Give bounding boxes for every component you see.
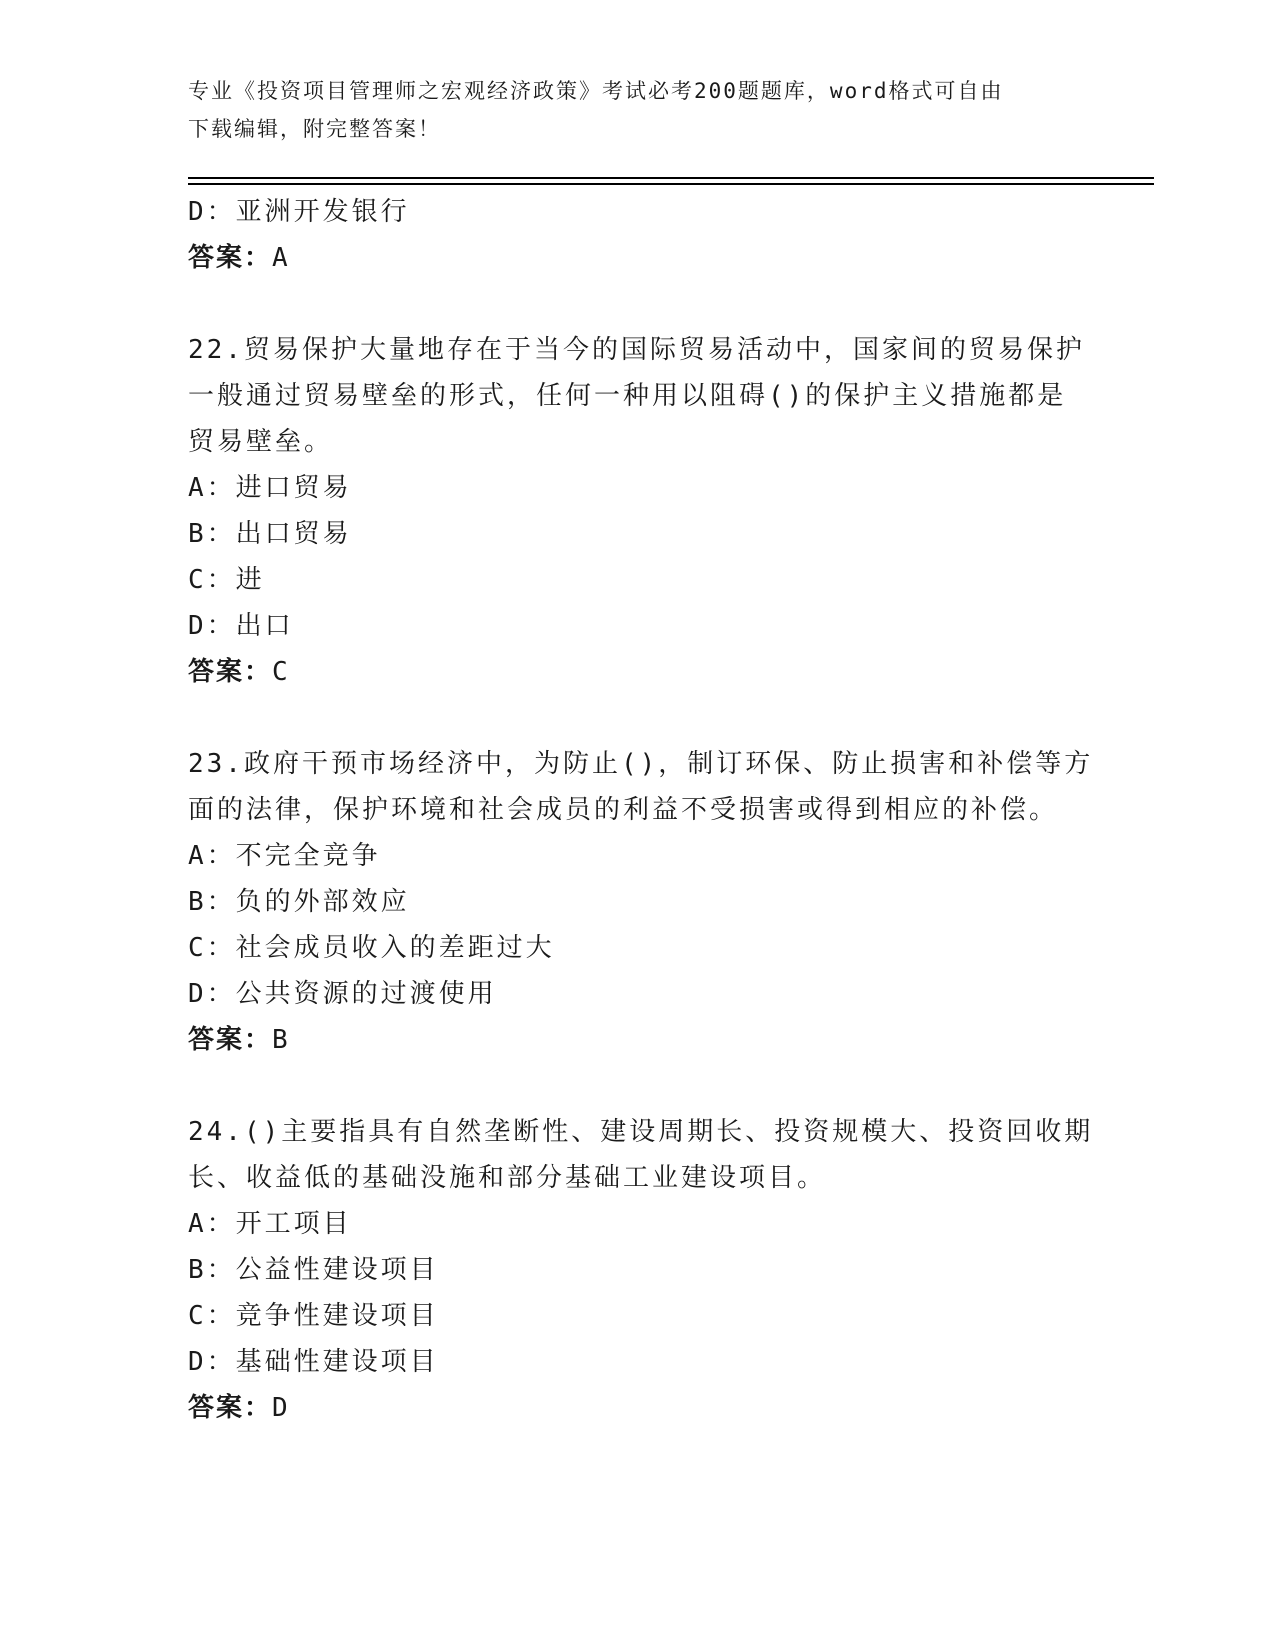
option-c: C：竞争性建设项目 [188,1301,439,1331]
answer-line [188,235,1088,281]
carryover-block [188,189,1088,281]
answer-label: 答案： [188,1393,273,1423]
question-stem-line: 面的法律，保护环境和社会成员的利益不受损害或得到相应的补偿。 [188,795,1059,825]
question-stem-line: 一般通过贸易壁垒的形式，任何一种用以阻碍()的保护主义措施都是 [188,381,1067,411]
option-c: C：进 [188,565,265,595]
answer-value: C [272,657,290,687]
option-d: D：公共资源的过渡使用 [188,979,497,1009]
answer-line [188,1017,1088,1063]
document-header [188,72,1068,148]
option-c: C：社会成员收入的差距过大 [188,933,555,963]
option-d: D：基础性建设项目 [188,1347,439,1377]
question-content [188,189,1094,1431]
question-stem-line: 贸易壁垒。 [188,427,334,457]
question-22 [188,327,1088,695]
question-stem-line: 23.政府干预市场经济中，为防止()，制订环保、防止损害和补偿等方 [188,749,1094,779]
question-24 [188,1109,1094,1431]
option-d: D：出口 [188,611,294,641]
option-a: A：进口贸易 [188,473,352,503]
question-stem-line: 24.()主要指具有自然垄断性、建设周期长、投资规模大、投资回收期 [188,1117,1094,1147]
option-b: B：负的外部效应 [188,887,410,917]
answer-label: 答案： [188,657,273,687]
answer-line [188,1385,1088,1431]
option-a: A：不完全竞争 [188,841,381,871]
answer-value: D [272,1393,290,1423]
answer-value: A [272,243,290,273]
question-stem-line: 22.贸易保护大量地存在于当今的国际贸易活动中，国家间的贸易保护 [188,335,1085,365]
answer-label: 答案： [188,243,273,273]
question-stem-line: 长、收益低的基础没施和部分基础工业建设项目。 [188,1163,827,1193]
answer-label: 答案： [188,1025,273,1055]
header-divider-top [188,177,1154,179]
option-a: A：开工项目 [188,1209,352,1239]
option-b: B：出口贸易 [188,519,352,549]
header-line-1: 专业《投资项目管理师之宏观经济政策》考试必考200题题库，word格式可自由 [188,79,1004,103]
option-d: D：亚洲开发银行 [188,197,410,227]
header-divider-bottom [188,183,1154,185]
header-line-2: 下载编辑，附完整答案！ [188,117,441,141]
answer-value: B [272,1025,290,1055]
answer-line [188,649,1088,695]
option-b: B：公益性建设项目 [188,1255,439,1285]
question-23 [188,741,1094,1063]
